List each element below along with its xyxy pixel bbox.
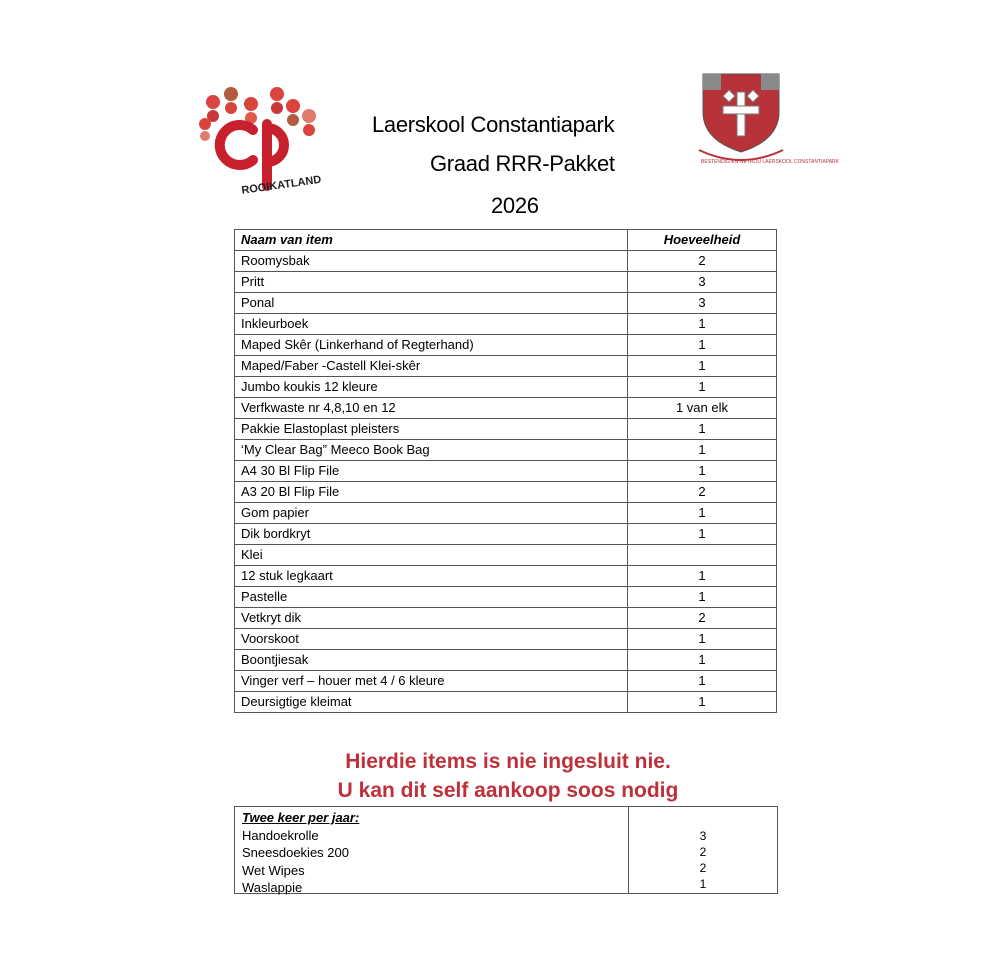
table-row [235,461,777,482]
item-name: A3 20 Bl Flip File [235,482,628,503]
item-quantity [628,545,777,566]
item-quantity: 1 [628,671,777,692]
cat-figure-icon [199,87,316,141]
item-quantity: 1 [628,419,777,440]
table-header [235,230,777,251]
item-name: Gom papier [235,503,628,524]
table-row [235,692,777,713]
cp-letters-icon [220,124,284,186]
table-row [235,608,777,629]
extra-item-quantity: 3 [699,829,707,843]
logo-text: ROOIKATLAND [240,173,323,197]
item-name: Maped Skêr (Linkerhand of Regterhand) [235,335,628,356]
table-row [235,356,777,377]
table-row [235,251,777,272]
table-row [235,503,777,524]
item-quantity: 1 [628,314,777,335]
item-name: Inkleurboek [235,314,628,335]
item-quantity: 2 [628,251,777,272]
item-quantity: 3 [628,272,777,293]
extra-item-name: Waslappie [242,880,303,895]
table-row [235,587,777,608]
table-row [235,440,777,461]
table-row [235,314,777,335]
item-name: Boontjiesak [235,650,628,671]
item-name: ‘My Clear Bag” Meeco Book Bag [235,440,628,461]
extra-heading: Twee keer per jaar: [242,810,360,825]
item-name: Ponal [235,293,628,314]
pack-name: Graad RRR-Pakket [430,151,615,176]
item-quantity: 2 [628,608,777,629]
table-row [235,566,777,587]
item-name: Pastelle [235,587,628,608]
item-name: Maped/Faber -Castell Klei-skêr [235,356,628,377]
item-quantity: 1 [628,650,777,671]
item-name: A4 30 Bl Flip File [235,461,628,482]
item-quantity: 1 [628,461,777,482]
item-quantity: 1 [628,377,777,398]
twice-yearly-box [234,806,778,894]
table-row [235,398,777,419]
item-name: Deursigtige kleimat [235,692,628,713]
item-name: Klei [235,545,628,566]
crest-text: BESTENDIG EN GETROU LAERSKOOL CONSTANTIAPARK [701,159,839,165]
year: 2026 [491,193,539,218]
col-header-quantity: Hoeveelheid [628,230,777,251]
item-quantity: 1 [628,524,777,545]
item-quantity: 1 [628,587,777,608]
item-name: Pakkie Elastoplast pleisters [235,419,628,440]
table-row [235,482,777,503]
table-row [235,377,777,398]
table-row [235,650,777,671]
col-header-item: Naam van item [235,230,628,251]
item-name: Jumbo koukis 12 kleure [235,377,628,398]
school-crest-logo [693,70,839,170]
table-row [235,335,777,356]
school-name: Laerskool Constantiapark [372,112,615,137]
extra-item-name: Handoekrolle [242,827,319,843]
rooikatland-logo [195,82,325,197]
table-row [235,419,777,440]
table-row [235,671,777,692]
item-quantity: 1 [628,692,777,713]
notice-line-1: Hierdie items is nie ingesluit nie. [345,750,671,773]
table-row [235,545,777,566]
item-quantity: 1 [628,629,777,650]
extra-item-quantity: 2 [699,861,707,875]
items-table [234,229,777,713]
item-name: Vinger verf – houer met 4 / 6 kleure [235,671,628,692]
extra-items-column [242,809,359,897]
extra-item-quantity: 1 [699,877,707,891]
extra-item-name: Wet Wipes [242,862,305,878]
item-name: 12 stuk legkaart [235,566,628,587]
extra-quantities-column [629,828,777,892]
table-row [235,293,777,314]
item-quantity: 1 [628,440,777,461]
item-name: Vetkryt dik [235,608,628,629]
item-quantity: 1 van elk [628,398,777,419]
table-row [235,524,777,545]
extra-item-quantity: 2 [699,845,707,859]
item-name: Pritt [235,272,628,293]
item-quantity: 2 [628,482,777,503]
item-quantity: 1 [628,356,777,377]
extra-item-name: Sneesdoekies 200 [242,845,349,860]
item-name: Roomysbak [235,251,628,272]
item-name: Dik bordkryt [235,524,628,545]
item-quantity: 3 [628,293,777,314]
table-row [235,272,777,293]
item-quantity: 1 [628,335,777,356]
item-name: Verfkwaste nr 4,8,10 en 12 [235,398,628,419]
item-quantity: 1 [628,566,777,587]
item-name: Voorskoot [235,629,628,650]
notice-line-2: U kan dit self aankoop soos nodig [337,779,679,802]
table-row [235,629,777,650]
item-quantity: 1 [628,503,777,524]
